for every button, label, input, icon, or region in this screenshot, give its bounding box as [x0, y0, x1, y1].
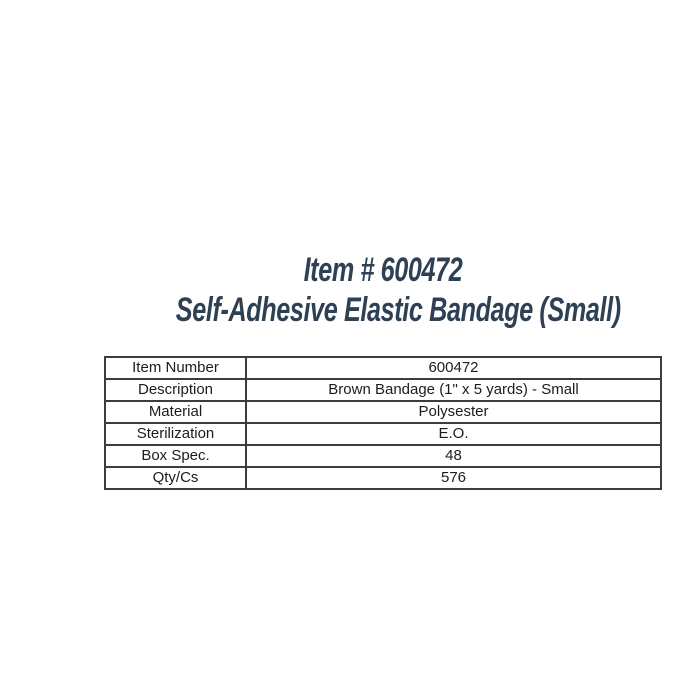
spec-label: Box Spec.	[105, 445, 246, 467]
product-title-block	[103, 250, 663, 330]
spec-table	[104, 356, 662, 490]
spec-label: Material	[105, 401, 246, 423]
spec-value: E.O.	[246, 423, 661, 445]
item-number-heading: Item # 600472	[303, 251, 463, 289]
product-name-heading: Self-Adhesive Elastic Bandage (Small)	[175, 291, 621, 329]
spec-label: Item Number	[105, 357, 246, 379]
spec-row	[105, 357, 661, 379]
spec-label: Sterilization	[105, 423, 246, 445]
spec-label: Qty/Cs	[105, 467, 246, 489]
spec-value: Brown Bandage (1" x 5 yards) - Small	[246, 379, 661, 401]
spec-label: Description	[105, 379, 246, 401]
spec-row	[105, 401, 661, 423]
spec-row	[105, 423, 661, 445]
spec-value: 576	[246, 467, 661, 489]
spec-row	[105, 467, 661, 489]
spec-row	[105, 379, 661, 401]
spec-table-body	[105, 357, 661, 489]
spec-row	[105, 445, 661, 467]
spec-value: 600472	[246, 357, 661, 379]
spec-value: Polysester	[246, 401, 661, 423]
spec-value: 48	[246, 445, 661, 467]
